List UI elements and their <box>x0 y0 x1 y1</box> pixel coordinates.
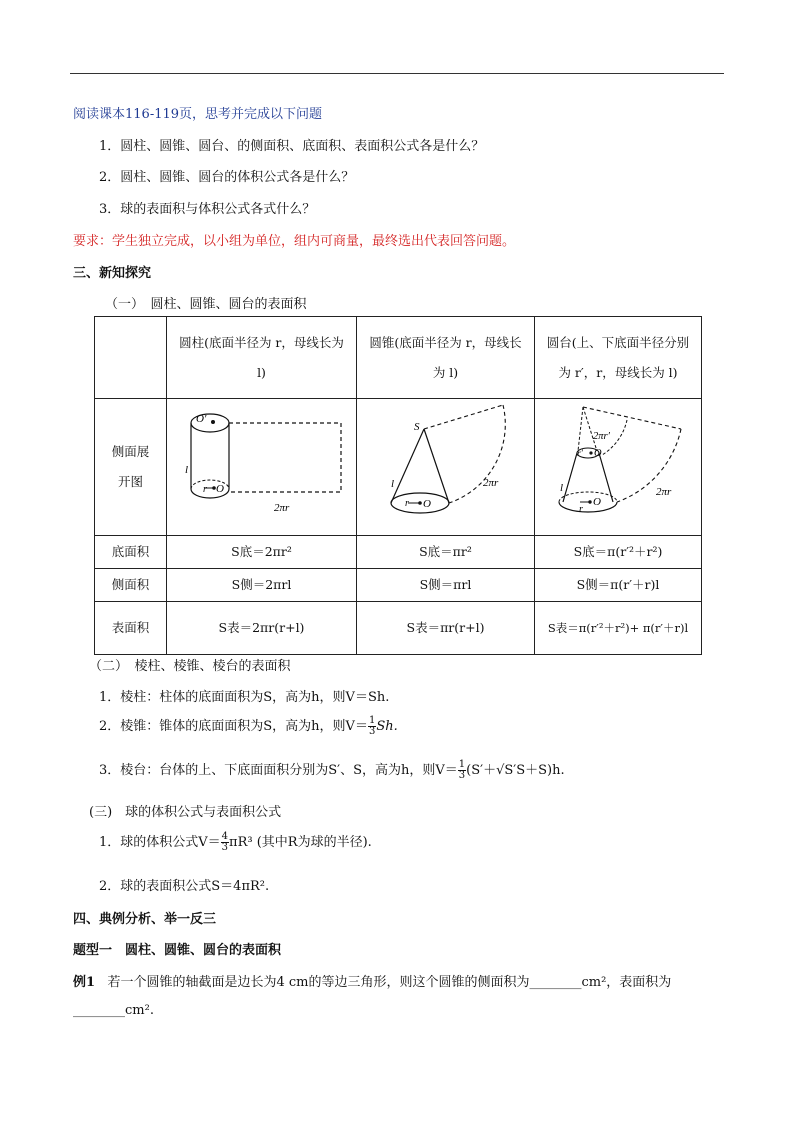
example-text: 若一个圆锥的轴截面是边长为4 cm的等边三角形，则这个圆锥的侧面积为________cm²，表面积为 <box>107 975 672 990</box>
fr-l-label: l <box>559 482 563 494</box>
section4-title: 四、典例分析、举一反三 <box>73 912 217 927</box>
cylinder-unfold-figure <box>167 399 357 536</box>
sphere-vol-pre: 1．球的体积公式V＝ <box>99 835 221 850</box>
lateral-cone: S侧＝πrl <box>357 569 535 602</box>
cone-unfold-figure <box>357 399 535 536</box>
lateral-cylinder: S侧＝2πrl <box>167 569 357 602</box>
cone-s-label: S <box>413 421 419 433</box>
row-label-lateral: 侧面积 <box>95 569 167 602</box>
fr-r-label: r <box>578 504 583 515</box>
cone-o-label: O <box>422 498 431 510</box>
sphere-vol-post: πR³ (其中R为球的半径). <box>229 835 372 850</box>
cylinder-net-svg <box>168 399 356 524</box>
reading-task: 阅读课本116-119页，思考并完成以下问题 <box>73 107 323 122</box>
frustum-net-svg <box>536 399 701 524</box>
fr-rp-label: r′ <box>576 449 583 459</box>
pyramid-pre: 2．棱锥：锥体的底面面积为S，高为h，则V＝ <box>99 719 368 734</box>
base-cylinder: S底＝2πr² <box>167 536 357 569</box>
cone-arc-label: 2πr <box>482 477 498 489</box>
section3-title: 三、新知探究 <box>73 266 152 281</box>
question-3: 3．球的表面积与体积公式各式什么？ <box>99 202 316 217</box>
corner-cell <box>95 317 167 399</box>
cone-net-svg <box>358 399 534 524</box>
requirement: 要求：学生独立完成，以小组为单位，组内可商量，最终选出代表回答问题。 <box>73 234 516 249</box>
sphere-volume-formula <box>99 829 372 857</box>
surface-frustum: S表＝π(r′²＋r²)+ π(r′＋r)l <box>535 602 702 655</box>
pyramid-fraction: $\frac{1}{3}$ <box>368 715 376 737</box>
surface-area-table <box>94 316 702 655</box>
frustum-unfold-figure <box>535 399 702 536</box>
frustum-post: (S′＋√S′S＋S)h. <box>466 763 565 778</box>
prism-formula: 1．棱柱：柱体的底面面积为S，高为h，则V＝Sh. <box>99 690 390 705</box>
frustum-pre: 3．棱台：台体的上、下底面面积分别为S′、S，高为h，则V＝ <box>99 763 458 778</box>
row-label-base: 底面积 <box>95 536 167 569</box>
example-label: 例1 <box>73 975 96 990</box>
cyl-r-label: r <box>202 484 207 495</box>
cone-l-label: l <box>390 478 394 490</box>
header-rule <box>70 73 724 74</box>
sphere-area-formula: 2．球的表面积公式S＝4πR². <box>99 879 270 894</box>
fr-op-label: O <box>593 448 602 459</box>
header-cone: 圆锥(底面半径为 r，母线长为 l) <box>357 317 535 399</box>
row-label-surface: 表面积 <box>95 602 167 655</box>
fr-top-arc-label: 2πr′ <box>592 431 610 442</box>
lateral-frustum: S侧＝π(r′＋r)l <box>535 569 702 602</box>
base-frustum: S底＝π(r′²＋r²) <box>535 536 702 569</box>
example-1 <box>73 971 671 990</box>
cyl-o-label: O <box>215 483 224 495</box>
cyl-arc-label: 2πr <box>273 502 289 514</box>
header-frustum: 圆台(上、下底面半径分别为 r′，r，母线长为 l) <box>535 317 702 399</box>
row-label-unfold: 侧面展开图 <box>95 399 167 536</box>
cyl-top-label: O′ <box>195 413 206 425</box>
sub3-title: (三) 球的体积公式与表面积公式 <box>89 805 282 820</box>
cone-r-label: r <box>404 498 409 509</box>
sub2-title: （二） 棱柱、棱锥、棱台的表面积 <box>89 659 291 674</box>
surface-cylinder: S表＝2πr(r+l) <box>167 602 357 655</box>
base-cone: S底＝πr² <box>357 536 535 569</box>
frustum-fraction: $\frac{1}{3}$ <box>458 759 466 781</box>
surface-cone: S表＝πr(r+l) <box>357 602 535 655</box>
pyramid-post: Sh. <box>376 719 398 734</box>
fr-arc-label: 2πr <box>655 486 671 498</box>
sub1-title: （一） 圆柱、圆锥、圆台的表面积 <box>105 297 307 312</box>
example-1-cont: ________cm². <box>73 1003 154 1018</box>
header-cylinder: 圆柱(底面半径为 r，母线长为 l) <box>167 317 357 399</box>
type1-title: 题型一 圆柱、圆锥、圆台的表面积 <box>73 943 282 958</box>
frustum-formula <box>99 757 565 785</box>
question-1: 1．圆柱、圆锥、圆台、的侧面积、底面积、表面积公式各是什么？ <box>99 139 485 154</box>
sphere-fraction: $\frac{4}{3}$ <box>221 831 229 853</box>
question-2: 2．圆柱、圆锥、圆台的体积公式各是什么？ <box>99 170 355 185</box>
cyl-l-label: l <box>184 464 188 476</box>
pyramid-formula <box>99 713 398 741</box>
fr-o-label: O <box>592 496 601 508</box>
